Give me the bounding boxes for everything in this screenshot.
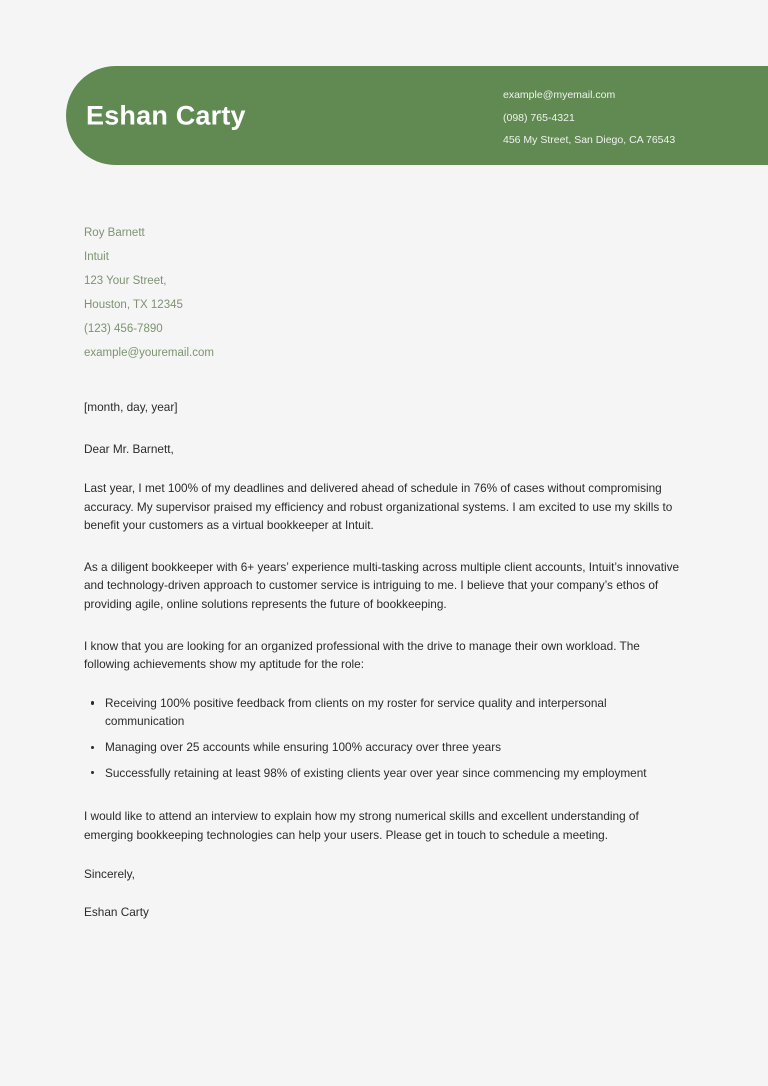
letter-body [84, 228, 684, 919]
contact-phone: (098) 765-4321 [503, 111, 575, 124]
header-inner [66, 66, 768, 165]
applicant-contact-block [503, 90, 675, 146]
letter-date: [month, day, year] [84, 399, 178, 414]
recipient-email: example@youremail.com [84, 347, 214, 359]
letter-salutation: Dear Mr. Barnett, [84, 442, 174, 457]
list-item-text: Successfully retaining at least 98% of existing clients year over year since commencing my employment [105, 765, 647, 780]
body-paragraph-2: As a diligent bookkeeper with 6+ years’ experience multi-tasking across multiple client accounts, Intuit’s innovative and technology-driven approach to customer service is intriguing to me. I believe that your company’s ethos of providing agile, online solutions represents the future of bookkeeping. [84, 559, 680, 612]
closing-paragraph: I would like to attend an interview to explain how my strong numerical skills and excellent understanding of emerging bookkeeping technologies can help your users. Please get in touch to schedule a meeting. [84, 809, 639, 842]
bullet-dot-icon [91, 701, 94, 704]
recipient-address-block [84, 228, 684, 360]
achievement-list [84, 694, 684, 782]
list-item [84, 738, 684, 757]
body-paragraph-3: I know that you are looking for an organized professional with the drive to manage their own workload. The following achievements show my aptitude for the role: [84, 638, 640, 672]
applicant-name: Eshan Carty [86, 100, 246, 130]
body-paragraph-1: Last year, I met 100% of my deadlines and delivered ahead of schedule in 76% of cases without compromising accuracy. My supervisor praised my efficiency and robust organizational systems. I am excited to use my skills to benefit your customers as a virtual bookkeeper at Intuit. [84, 481, 673, 533]
contact-email: example@myemail.com [503, 89, 616, 101]
recipient-city-state-zip: Houston, TX 12345 [84, 299, 183, 311]
recipient-phone: (123) 456-7890 [84, 323, 163, 335]
letter-signoff: Sincerely, [84, 867, 135, 882]
list-item [84, 694, 684, 731]
bullet-dot-icon [91, 746, 94, 749]
letter-header-band [66, 66, 768, 165]
bullet-dot-icon [91, 771, 94, 774]
recipient-name: Roy Barnett [84, 227, 145, 239]
list-item-text: Receiving 100% positive feedback from clients on my roster for service quality and interpersonal communication [105, 695, 607, 729]
recipient-company: Intuit [84, 251, 109, 263]
list-item-text: Managing over 25 accounts while ensuring 100% accuracy over three years [105, 740, 502, 755]
signature-name: Eshan Carty [84, 905, 149, 920]
list-item [84, 764, 684, 783]
recipient-street: 123 Your Street, [84, 275, 167, 287]
contact-address: 456 My Street, San Diego, CA 76543 [503, 134, 676, 146]
